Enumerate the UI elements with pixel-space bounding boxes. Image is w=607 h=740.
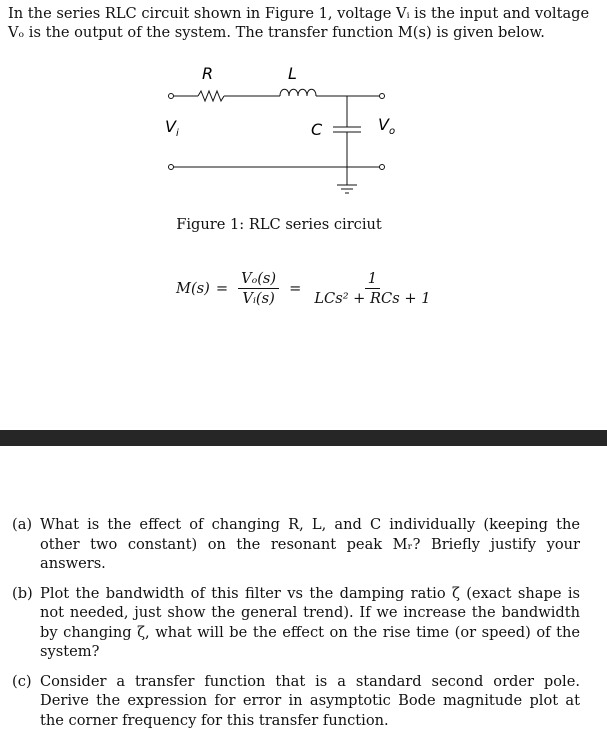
input-terminal-bottom [169,165,174,170]
fraction-denominator: LCs² + RCs + 1 [314,290,431,307]
fraction-numerator: Vₒ(s) [238,270,279,289]
question-text: Consider a transfer function that is a standard second order pole. Derive the expression for error in asymptotic Bode magnitude plot at the corner frequency for this transfer function. [40,672,580,729]
inductor-label: L [288,64,297,83]
question-list [12,515,580,740]
fraction-numerator: 1 [365,270,380,289]
equals-sign: = [289,280,302,297]
figure-caption: Figure 1: RLC series circiut [176,216,382,233]
fraction-denominator: Vᵢ(s) [242,290,275,307]
transfer-function-equation [176,270,437,307]
equals-sign: = [215,280,229,297]
question-text: What is the effect of changing R, L, and C individually (keeping the other two constant) on the resonant peak Mᵣ? Briefly justify your answers. [40,516,580,572]
question-label: (c) [12,672,32,690]
question-text: Plot the bandwidth of this filter vs the damping ratio ζ (exact shape is not needed, just show the general trend). If we increase the bandwidth by changing ζ, what will be the effect on the rise time (or speed) of the system? [40,584,580,660]
resistor-label: R [202,64,214,83]
rlc-circuit-diagram [0,58,607,208]
inductor-symbol [280,89,316,96]
question-item [12,515,580,574]
capacitor-label: C [311,120,323,139]
section-divider [0,430,607,446]
input-terminal-top [169,94,174,99]
question-label: (a) [12,516,33,533]
question-item [12,584,580,662]
voltage-ratio-fraction [238,270,279,307]
polynomial-fraction [311,270,433,307]
output-voltage-label: $V_o$ [378,115,396,137]
question-label: (b) [12,584,33,602]
problem-intro: In the series RLC circuit shown in Figure 1, voltage Vᵢ is the input and voltage Vₒ is the output of the system. The transfer function M(s) is given below. [8,5,590,41]
input-voltage-label: $V_i$ [165,117,179,139]
question-item [12,672,580,731]
output-terminal-bottom [380,165,385,170]
resistor-symbol [198,91,224,101]
output-terminal-top [380,94,385,99]
equation-lhs: M(s) [176,280,210,297]
